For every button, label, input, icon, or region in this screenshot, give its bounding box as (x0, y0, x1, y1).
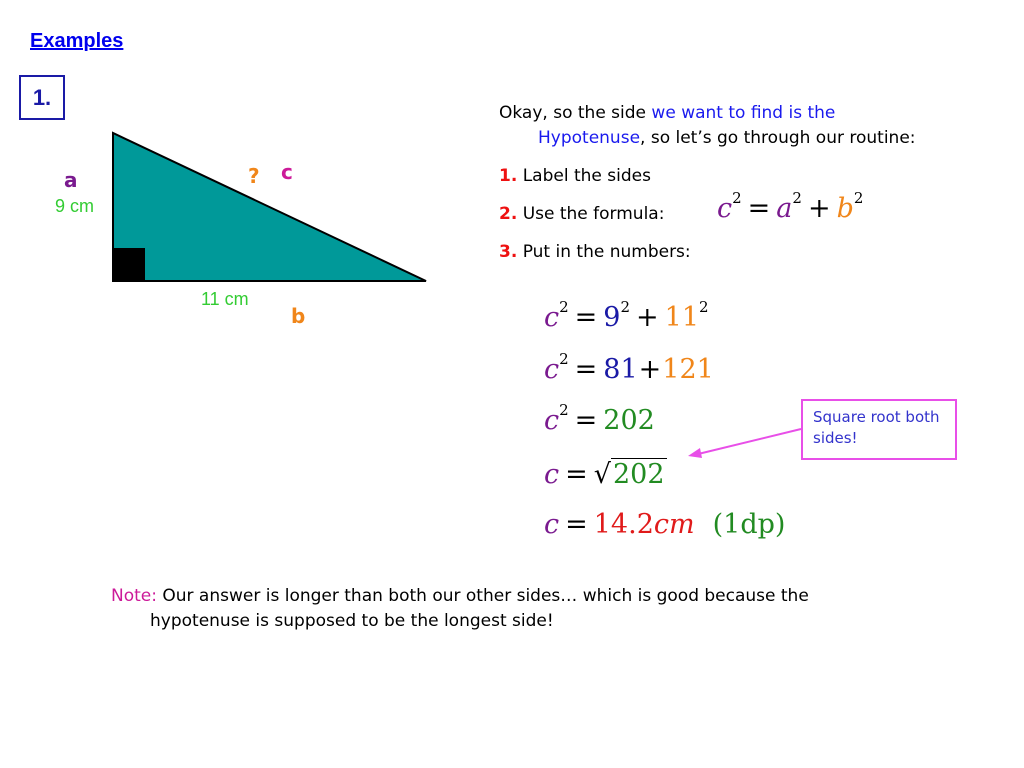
step-2-text: Use the formula: (522, 204, 665, 224)
w2-c: c (544, 354, 560, 385)
step-1-number: 1. (499, 166, 518, 186)
w4-c: c (544, 459, 560, 490)
step-1 (499, 164, 651, 189)
formula-c-exp: 2 (732, 189, 742, 207)
w1-c: c (544, 302, 560, 333)
w1-b-exp: 2 (699, 298, 709, 316)
note-line-2: hypotenuse is supposed to be the longest side! (150, 611, 554, 631)
side-b-measure: 11 cm (201, 289, 249, 309)
right-angle-marker (114, 248, 145, 280)
callout-arrow (680, 420, 810, 470)
side-a-measure: 9 cm (55, 196, 95, 216)
w3-c: c (544, 405, 560, 436)
formula-plus: + (807, 193, 831, 224)
formula-b-exp: 2 (853, 189, 864, 207)
w3-c-exp: 2 (559, 401, 569, 419)
pythagoras-formula (717, 189, 864, 224)
note-paragraph (111, 584, 931, 634)
intro-blue-1: we want to find is the (651, 103, 836, 123)
formula-a-exp: 2 (792, 189, 802, 207)
w5-unit: cm (653, 509, 695, 540)
step-3-number: 3. (499, 242, 518, 262)
w1-b: 11 (664, 302, 700, 333)
sqrt-symbol: √ (593, 459, 611, 490)
w2-a: 81 (603, 354, 638, 385)
working-line-1: $c^2 = 9^2 + 11^2$ (544, 298, 709, 333)
intro-plain-1: Okay, so the side (499, 103, 652, 123)
step-2-number: 2. (499, 204, 518, 224)
working-line-4: c = √202 (544, 459, 665, 490)
step-2 (499, 202, 664, 227)
note-line-1: Our answer is longer than both our other sides… which is good because the (156, 586, 809, 606)
side-b-label: b (291, 304, 306, 328)
right-triangle (113, 133, 426, 281)
callout-box: Square root both sides! (801, 399, 957, 460)
w2-b: 121 (662, 354, 714, 385)
example-number: 1. (32, 84, 52, 110)
hypotenuse-label: c (281, 160, 293, 184)
note-label: Note: (111, 586, 157, 606)
working-line-5: c = 14.2cm (1dp) (544, 509, 786, 540)
intro-plain-2: , so let’s go through our routine: (640, 128, 916, 148)
formula-equals: = (747, 193, 771, 224)
formula-a: a (776, 193, 793, 224)
w4-value: 202 (612, 459, 665, 490)
formula-b: b (836, 193, 854, 224)
formula-c: c (717, 193, 733, 224)
hypotenuse-unknown: ? (248, 164, 260, 188)
step-3 (499, 240, 691, 265)
w5-c: c (544, 509, 560, 540)
side-a-label: a (64, 168, 78, 192)
intro-text (499, 101, 999, 151)
w2-c-exp: 2 (559, 350, 569, 368)
working-line-2: $c^2 = 81+121$ (544, 350, 714, 385)
w1-a: 9 (603, 302, 621, 333)
page-heading: Examples (30, 30, 124, 52)
step-1-text: Label the sides (522, 166, 651, 186)
w1-c-exp: 2 (559, 298, 569, 316)
w1-a-exp: 2 (620, 298, 631, 316)
w3-value: 202 (603, 405, 655, 436)
w5-value: 14.2 (593, 509, 654, 540)
step-3-text: Put in the numbers: (522, 242, 691, 262)
intro-blue-2: Hypotenuse (538, 128, 641, 148)
w5-note: (1dp) (712, 509, 786, 540)
working-line-3: $c^2 = 202$ (544, 401, 655, 436)
